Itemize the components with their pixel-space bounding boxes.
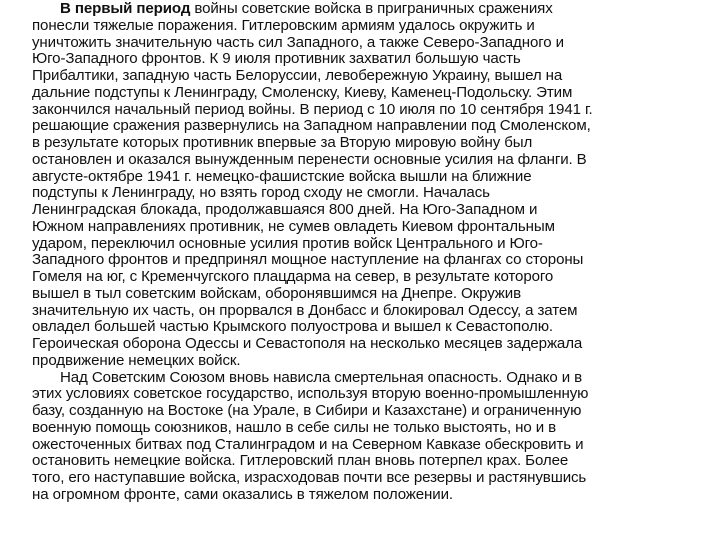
text-line: закончился начальный период войны. В период с 10 июля по 10 сентября 1941 г. (32, 100, 593, 118)
text-line: в результате которых противник впервые за Вторую мировую войну был (32, 134, 533, 151)
text-line: того, его наступавшие войска, израсходовав почти все резервы и растянувшись (32, 469, 587, 486)
text-line: Гомеля на юг, с Кременчугского плацдарма на север, в результате которого (32, 268, 554, 285)
text-line: остановлен и оказался вынужденным перенести основные усилия на фланги. В (32, 150, 587, 168)
text-line: Над Советским Союзом вновь нависла смертельная опасность. Однако и в (60, 368, 583, 386)
document-page (32, 1, 720, 504)
text-line: дальние подступы к Ленинграду, Смоленску, Киеву, Каменец-Подольску. Этим (32, 83, 573, 101)
text-line: остановить немецкие войска. Гитлеровский план вновь потерпел крах. Более (32, 452, 569, 470)
text-line: Героическая оборона Одессы и Севастополя на несколько месяцев задержала (32, 335, 583, 352)
text-line: значительную их часть, он прорвался в Донбасс и блокировал Одессу, а затем (32, 301, 578, 319)
text-line: Юго-Западного фронтов. К 9 июля противник захватил большую часть (32, 50, 521, 68)
text-line: продвижение немецких войск. (32, 351, 241, 369)
text-line: на огромном фронте, сами оказались в тяжелом положении. (32, 485, 453, 503)
text-line: ожесточенных битвах под Сталинградом и на Северном Кавказе обескровить и (32, 435, 584, 453)
text-line: Ленинградская блокада, продолжавшаяся 800 дней. На Юго-Западном и (32, 201, 538, 218)
text-line: уничтожить значительную часть сил Западного, а также Северо-Западного и (32, 33, 564, 51)
text-line: решающие сражения развернулись на Западном направлении под Смоленском, (32, 117, 591, 135)
text-line-content: войны советские войска в приграничных сражениях (190, 0, 553, 17)
text-line: этих условиях советское государство, используя вторую военно-промышленную (32, 385, 589, 403)
paragraph-lead-bold: В первый период (60, 0, 191, 17)
text-line: военную помощь союзников, нашло в себе силы не только выстоять, но и в (32, 418, 556, 436)
text-line: Прибалтики, западную часть Белоруссии, левобережную Украину, вышел на (32, 67, 563, 84)
text-line: ударом, переключил основные усилия против войск Центрального и Юго- (32, 234, 543, 252)
paragraph-soviet-union (32, 370, 720, 504)
text-line: понесли тяжелые поражения. Гитлеровским армиям удалось окружить и (32, 16, 535, 34)
text-line: вышел в тыл советским войскам, оборонявшимся на Днепре. Окружив (32, 284, 521, 302)
text-line (32, 1, 720, 18)
text-line: подступы к Ленинграду, но взять город сходу не смогли. Началась (32, 184, 490, 202)
paragraph-first-period (32, 1, 720, 370)
text-line: Западного фронтов и предпринял мощное наступление на флангах со стороны (32, 251, 584, 269)
text-line: августе-октябре 1941 г. немецко-фашистские войска вышли на ближние (32, 167, 532, 185)
text-line: базу, созданную на Востоке (на Урале, в Сибири и Казахстане) и ограниченную (32, 402, 582, 419)
text-line: Южном направлениях противник, не сумев овладеть Киевом фронтальным (32, 217, 555, 235)
text-line: овладел большей частью Крымского полуострова и вышел к Севастополю. (32, 318, 553, 336)
